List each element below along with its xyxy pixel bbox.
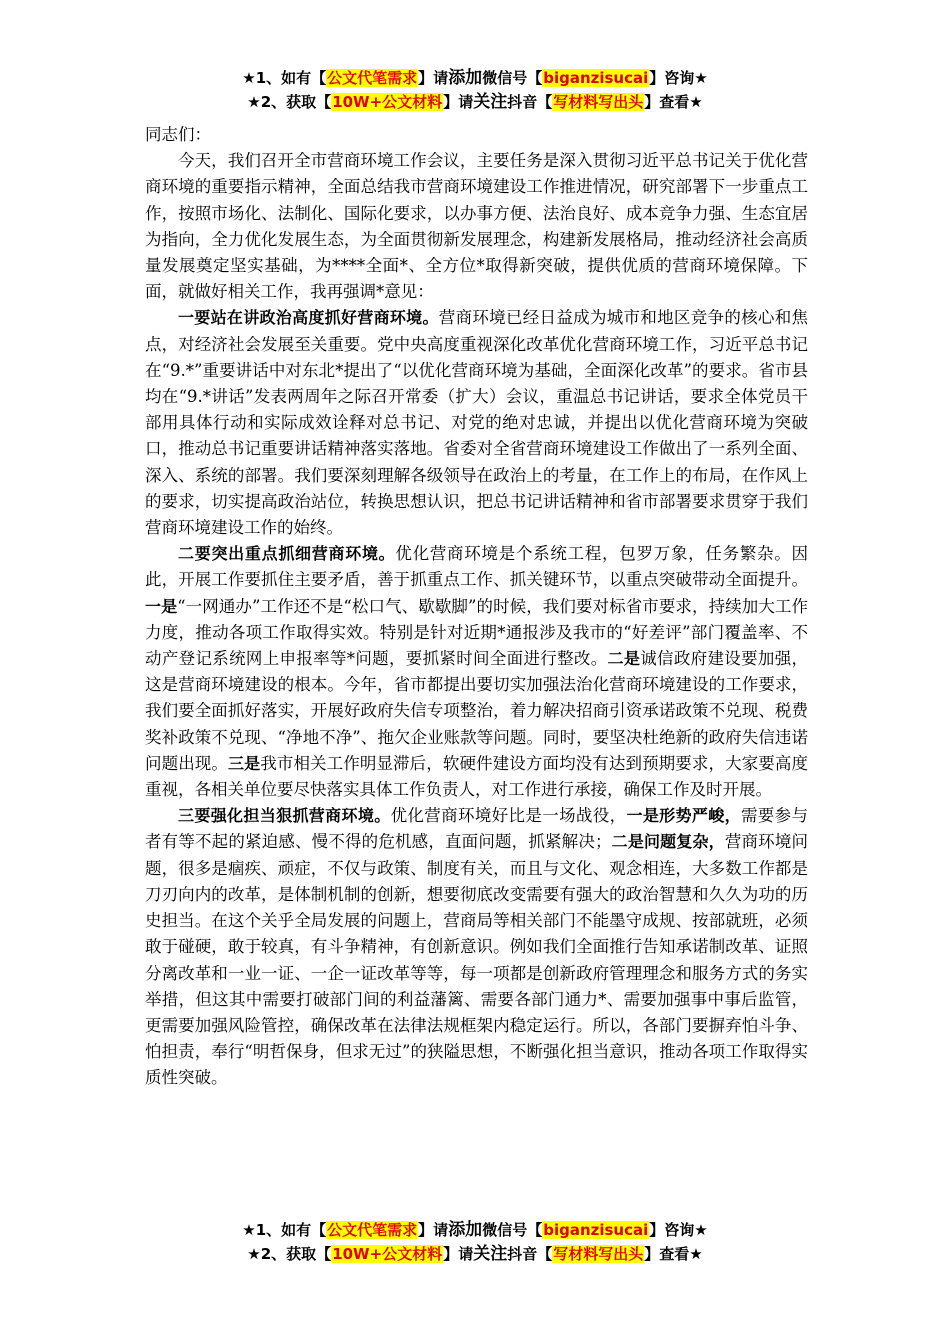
banner-emphasis: 添加 bbox=[448, 1220, 483, 1240]
keyword-2: 二是 bbox=[607, 649, 641, 669]
banner-text: 】请 bbox=[443, 1245, 474, 1263]
highlight-materials: 10W+公文材料 bbox=[332, 1245, 443, 1263]
banner-emphasis: 添加 bbox=[448, 68, 483, 88]
section-heading-1: 一要站在讲政治高度抓好营商环境。 bbox=[178, 308, 439, 328]
greeting: 同志们： bbox=[145, 125, 211, 144]
banner-line-2 bbox=[0, 1242, 950, 1266]
highlight-service: 公文代笔需求 bbox=[327, 69, 418, 87]
footer-banner bbox=[0, 1218, 950, 1266]
banner-text: 】查看★ bbox=[644, 93, 703, 111]
banner-text: ★1、如有【 bbox=[242, 1221, 327, 1239]
section-heading-3: 三要强化担当狠抓营商环境。 bbox=[178, 806, 391, 826]
paragraph-3 bbox=[145, 803, 808, 1091]
banner-text: 】咨询★ bbox=[649, 1221, 708, 1239]
banner-text: 】请 bbox=[443, 93, 474, 111]
banner-text: 抖音【 bbox=[507, 1245, 553, 1263]
paragraph-text: 营商环境已经日益成为城市和地区竞争的核心和焦点，对经济社会发展至关重要。党中央高度重视深化改革优化营商环境工作，习近平总书记在“9.*”重要讲话中对东北*提出了“以优化营商环境为基础，全面深化改革”的要求。省市县均在“9.*讲话”发表两周年之际召开常委（扩大）会议，重温总书记讲话，要求全体党员干部用具体行动和实际成效诠释对总书记、对党的绝对忠诚，并提出以优化营商环境为突破口，推动总书记重要讲话精神落实落地。省委对全省营商环境建设工作做出了一系列全面、深入、系统的部署。我们要深刻理解各级领导在政治上的考量，在工作上的布局，在作风上的要求，切实提高政治站位，转换思想认识，把总书记讲话精神和省市部署要求贯穿于我们营商环境建设工作的始终。 bbox=[145, 308, 808, 538]
banner-text: ★2、获取【 bbox=[247, 1245, 332, 1263]
paragraph-text: “一网通办”工作还不是“松口气、歇歇脚”的时候，我们要对标省市要求，持续加大工作力度，推动各项工作取得实效。特别是针对近期*通报涉及我市的“好差评”部门覆盖率、不动产登记系统网上申报率等*问题，要抓紧时间全面进行整改。 bbox=[145, 596, 808, 669]
highlight-wechat-id: biganzisucai bbox=[543, 1221, 649, 1239]
banner-text: ★2、获取【 bbox=[247, 93, 332, 111]
intro-paragraph: 今天，我们召开全市营商环境工作会议，主要任务是深入贯彻习近平总书记关于优化营商环境的重要指示精神，全面总结我市营商环境建设工作推进情况，研究部署下一步重点工作，按照市场化、法制化、国际化要求，以办事方便、法治良好、成本竞争力强、生态宜居为指向，全力优化发展生态，为全面贯彻新发展理念，构建新发展格局，推动经济社会高质量发展奠定坚实基础，为****全面*、全方位*取得新突破，提供优质的营商环境保障。下面，就做好相关工作，我再强调*意见： bbox=[145, 151, 808, 302]
banner-emphasis: 关注 bbox=[473, 92, 508, 112]
banner-text: 抖音【 bbox=[507, 93, 553, 111]
header-banner bbox=[0, 66, 950, 114]
banner-text: 】咨询★ bbox=[649, 69, 708, 87]
highlight-wechat-id: biganzisucai bbox=[543, 69, 649, 87]
paragraph-text: 优化营商环境好比是一场战役， bbox=[390, 806, 627, 826]
banner-text: 微信号【 bbox=[482, 69, 543, 87]
highlight-service: 公文代笔需求 bbox=[327, 1221, 418, 1239]
highlight-materials: 10W+公文材料 bbox=[332, 93, 443, 111]
banner-line-1 bbox=[0, 66, 950, 90]
banner-text: ★1、如有【 bbox=[242, 69, 327, 87]
banner-text: 】查看★ bbox=[644, 1245, 703, 1263]
banner-text: 微信号【 bbox=[482, 1221, 543, 1239]
keyword-1: 一是 bbox=[145, 596, 178, 616]
paragraph-text: 诚信政府建设要加强，这是营商环境建设的根本。今年，省市都提出要切实加强法治化营商环境建设的工作要求，我们要全面抓好落实，开展好政府失信专项整治，着力解决招商引资承诺政策不兑现、税费奖补政策不兑现、“净地不净”、拖欠企业账款等问题。同时，要坚决杜绝新的政府失信违诺问题出现。 bbox=[145, 649, 809, 773]
keyword-situation: 一是形势严峻， bbox=[626, 806, 741, 826]
keyword-complexity: 二是问题复杂， bbox=[611, 832, 725, 852]
paragraph-text: 优化营商环境是个系统工程，包罗万象，任务繁杂。因此，开展工作要抓住主要矛盾，善于抓重点工作、抓关键环节，以重点突破带动全面提升。 bbox=[145, 544, 808, 590]
speech-body bbox=[145, 122, 808, 1092]
banner-line-1 bbox=[0, 1218, 950, 1242]
paragraph-text: 我市相关工作明显滞后，软硬件建设方面均没有达到预期要求，大家要高度重视，各相关单位要尽快落实具体工作负责人，对工作进行承接，确保工作及时开展。 bbox=[145, 753, 809, 800]
banner-line-2 bbox=[0, 90, 950, 114]
paragraph-text: 需要参与者有等不起的紧迫感、慢不得的危机感，直面问题，抓紧解决； bbox=[145, 806, 809, 852]
banner-emphasis: 关注 bbox=[473, 1244, 508, 1264]
section-heading-2: 二要突出重点抓细营商环境。 bbox=[178, 544, 396, 564]
paragraph-2 bbox=[145, 541, 808, 803]
highlight-douyin-account: 写材料写出头 bbox=[553, 93, 644, 111]
banner-text: 】请 bbox=[418, 1221, 449, 1239]
highlight-douyin-account: 写材料写出头 bbox=[553, 1245, 644, 1263]
keyword-3: 三是 bbox=[228, 753, 261, 773]
paragraph-1 bbox=[145, 305, 808, 541]
banner-text: 】请 bbox=[418, 69, 449, 87]
paragraph-text: 营商环境问题，很多是痼疾、顽症，不仅与政策、制度有关，而且与文化、观念相连，大多数工作都是刀刃向内的改革，是体制机制的创新，想要彻底改变需要有强大的政治智慧和久久为功的历史担当。在这个关乎全局发展的问题上，营商局等相关部门不能墨守成规、按部就班，必须敢于碰硬，敢于较真，有斗争精神，有创新意识。例如我们全面推行告知承诺制改革、证照分离改革和一业一证、一企一证改革等等，每一项都是创新政府管理理念和服务方式的务实举措，但这其中需要打破部门间的利益藩篱、需要各部门通力*、需要加强事中事后监管，更需要加强风险管控，确保改革在法律法规框架内稳定运行。所以，各部门要摒弃怕斗争、怕担责，奉行“明哲保身，但求无过”的狭隘思想，不断强化担当意识，推动各项工作取得实质性突破。 bbox=[145, 832, 809, 1088]
